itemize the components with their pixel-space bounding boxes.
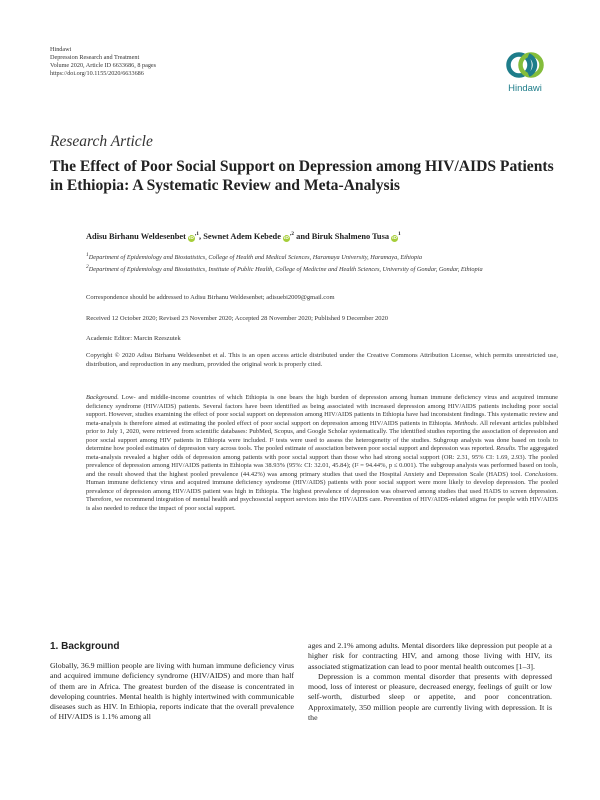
article-dates: Received 12 October 2020; Revised 23 November 2020; Accepted 28 November 2020; Published 9 December 2020 (86, 315, 388, 322)
section-heading: 1. Background (50, 641, 120, 652)
author-name[interactable]: Sewnet Adem Kebede (203, 231, 281, 241)
article-type: Research Article (50, 133, 153, 150)
body-paragraph: Globally, 36.9 million people are living with human immune deficiency virus and acquired immune deficiency syndrome (HIV/AIDS) and more than half of them are in Africa. The greatest burden of the disease is concentrated in developing countries. Mental health is highly intertwined with communicable diseases such as HIV. In Ethiopia, reports indicate that the overall prevalence of HIV/AIDS is 1.1% among all (50, 661, 294, 722)
affiliation-text: Department of Epidemiology and Biostatistics, Institute of Public Health, College of Medicine and Health Sciences, University of Gondar, Gondar, Ethiopia (88, 266, 483, 274)
doi-link[interactable]: https://doi.org/10.1155/2020/6633686 (50, 70, 144, 78)
publisher-name: Hindawi (50, 46, 72, 53)
body-column-right (308, 641, 552, 723)
author-affiliation-marker: ,1 (194, 231, 200, 237)
author-affiliation-marker: 1 (398, 231, 401, 237)
body-paragraph: Depression is a common mental disorder that presents with depressed mood, loss of interest or pleasure, decreased energy, feelings of guilt or low self-worth, disturbed sleep or appetite, and poor concentration. Approximately, 350 million people are currently living with depression. It is the (308, 671, 552, 723)
affiliation-number: 2 (86, 264, 89, 270)
journal-meta (50, 46, 156, 78)
abstract-text: All relevant articles published prior to July 1, 2020, were retrieved from scientific databases: PubMed, Scopus, and Google Scholar systematically. The identified studies reporting the association of depression and poor social support among HIV patients in Ethiopia were included. I² tests were used to assess the heterogeneity of the studies. Subgroup analysis was done based on tools to determine how pooled estimates of depression vary across tools. The pooled estimate of association between poor social support and depression was reported. (86, 419, 558, 453)
article-title: The Effect of Poor Social Support on Depression among HIV/AIDS Patients in Ethiopia: A Systematic Review and Meta-Analysis (50, 158, 554, 194)
orcid-icon[interactable]: iD (189, 235, 194, 241)
abstract-heading: Background. (86, 394, 119, 401)
orcid-icon[interactable]: iD (284, 235, 289, 241)
body-paragraph: ages and 2.1% among adults. Mental disorders like depression put people at a higher risk for contracting HIV, and among those living with HIV, its associated stigmatization can lead to poor mental health outcomes [1–3]. (308, 641, 552, 671)
abstract-heading: Conclusions. (524, 470, 558, 478)
correspondence: Correspondence should be addressed to Adisu Birhanu Weldesenbet; adisuebi2009@gmail.com (86, 294, 335, 301)
volume-info: Volume 2020, Article ID 6633686, 8 pages (50, 62, 157, 70)
hindawi-logo (498, 48, 552, 94)
hindawi-logo-icon (505, 48, 545, 82)
abstract (86, 394, 558, 513)
logo-wordmark: Hindawi (508, 83, 542, 94)
affiliation (86, 263, 556, 275)
abstract-heading: Results. (496, 445, 517, 453)
affiliation-number: 1 (86, 252, 89, 258)
author-separator: and (294, 231, 312, 241)
abstract-heading: Methods. (454, 419, 479, 427)
body-column-left (50, 661, 294, 723)
affiliation-text: Department of Epidemiology and Biostatistics, College of Health and Medical Sciences, Haramaya University, Haramaya, Ethiopia (88, 254, 423, 262)
author-affiliation-marker: ,2 (289, 231, 295, 237)
orcid-icon[interactable]: iD (392, 235, 397, 241)
abstract-text: Human immune deficiency virus and acquired immune deficiency syndrome (HIV/AIDS) patients with poor social support were more likely to develop depression. The pooled prevalence of depression among HIV/AIDS patient was high in Ethiopia. The highest prevalence of depression was observed among studies that used HADS to screen depression. Therefore, we recommend integration of mental health and psychosocial support services into the HIV/AIDS care. Prevention of HIV/AIDS-related stigma for people with HIV/AIDS is also needed to reduce the impact of poor social support. (86, 479, 558, 512)
abstract-text: The aggregated meta-analysis revealed a higher odds of depression among patients with poor social support than those who had strong social support (OR: 2.31, 95% CI: 1.69, 2.93). The pooled prevalence of depression among HIV/AIDS patients in Ethiopia was 38.93% (95%: CI: 32.01, 45.84); (I² = 94.44%, p ≤ 0.001). The subgroup analysis was performed based on tools, and the result showed that the highest pooled prevalence (44.42%) was among primary studies that used the Hospital Anxiety and Depression Scale (HADS) tool. (86, 445, 558, 478)
author-separator: , (199, 231, 204, 241)
academic-editor: Academic Editor: Marcin Rzeszutek (86, 335, 181, 342)
abstract-text: Low- and middle-income countries of which Ethiopia is one bears the high burden of depression among human immune deficiency virus and acquired immune deficiency syndrome (HIV/AIDS) patients. Several factors have been identified as being associated with increased depression among HIV/AIDS patients including poor social support. However, studies examining the effect of poor social support on depression among HIV/AIDS patients in Ethiopia have had inconsistent findings. This systematic review and meta-analysis is therefore aimed at estimating the pooled effect of poor social support on depression among HIV/AIDS patients in Ethiopia. (86, 394, 558, 427)
copyright-notice: Copyright © 2020 Adisu Birhanu Weldesenbet et al. This is an open access article distributed under the Creative Commons Attribution License, which permits unrestricted use, distribution, and reproduction in any medium, provided the original work is properly cited. (86, 352, 558, 368)
journal-name: Depression Research and Treatment (50, 54, 140, 62)
author-name[interactable]: Adisu Birhanu Weldesenbet (86, 231, 186, 241)
affiliation (86, 251, 556, 263)
author-name[interactable]: Biruk Shalmeno Tusa (311, 231, 390, 241)
author-list (86, 231, 401, 242)
